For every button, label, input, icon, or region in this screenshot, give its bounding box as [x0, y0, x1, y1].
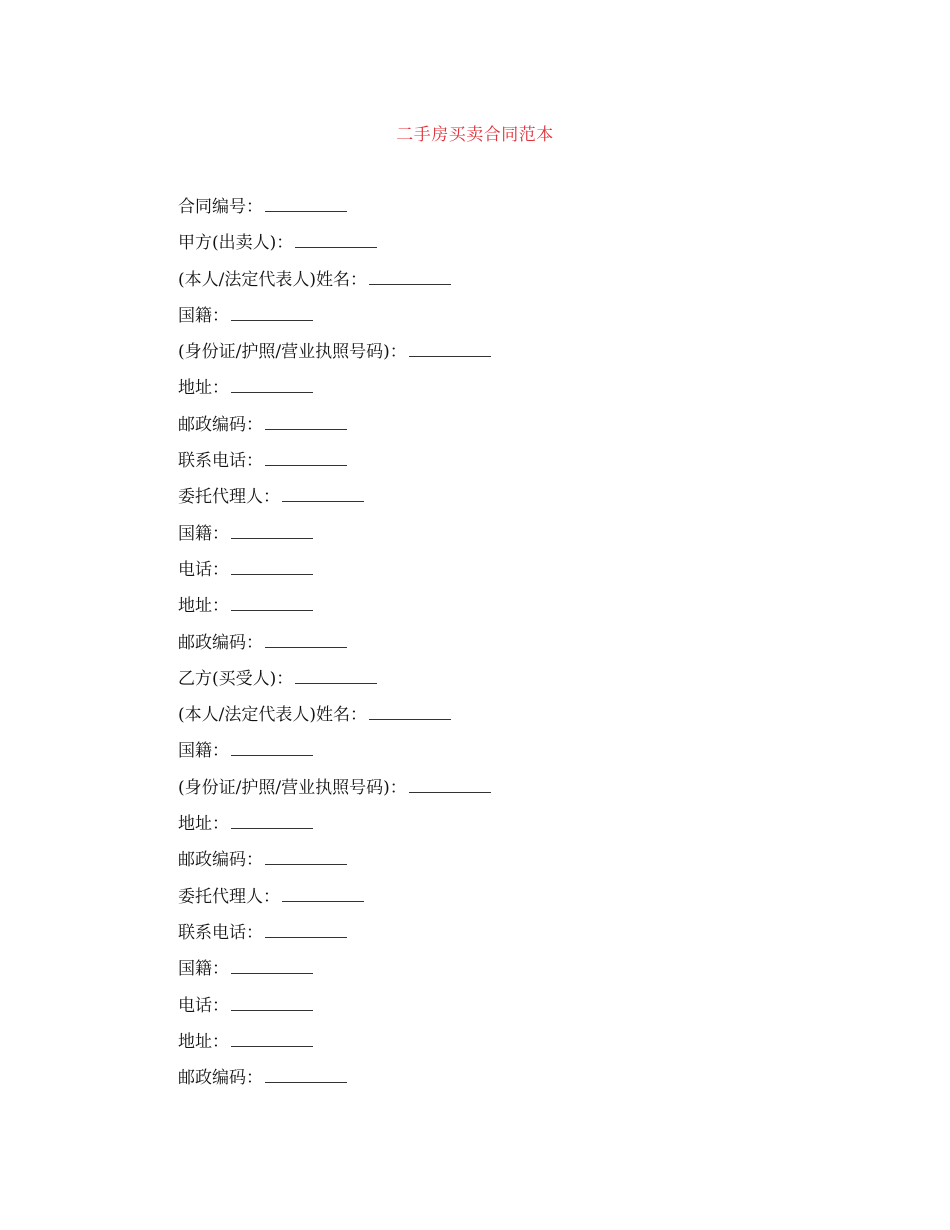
field-label: 国籍： — [178, 959, 229, 980]
field-label: 联系电话： — [178, 922, 263, 943]
field-party-b-phone — [178, 920, 818, 956]
fill-in-blank — [231, 306, 313, 321]
field-label: 委托代理人： — [178, 886, 280, 907]
field-party-b-agent-nationality — [178, 956, 818, 992]
field-label: 合同编号： — [178, 197, 263, 217]
field-party-b-nationality — [178, 738, 818, 774]
field-label: 地址： — [178, 1031, 229, 1052]
field-label: 电话： — [178, 995, 229, 1016]
field-party-a — [178, 230, 818, 266]
field-label: 邮政编码： — [178, 1068, 263, 1089]
fill-in-blank — [282, 887, 364, 902]
fill-in-blank — [231, 959, 313, 974]
field-label: (身份证/护照/营业执照号码)： — [178, 777, 407, 798]
fill-in-blank — [231, 741, 313, 756]
field-label: (身份证/护照/营业执照号码)： — [178, 342, 407, 363]
fill-in-blank — [265, 451, 347, 466]
fill-in-blank — [295, 233, 377, 248]
field-label: 甲方(出卖人)： — [178, 233, 294, 254]
field-party-b-agent-phone — [178, 993, 818, 1029]
field-party-a-name — [178, 267, 818, 303]
field-label: 地址： — [178, 378, 229, 399]
field-label: 邮政编码： — [178, 632, 263, 653]
field-party-a-agent-phone — [178, 557, 818, 593]
fill-in-blank — [231, 996, 313, 1011]
field-party-a-id-number — [178, 339, 818, 375]
fill-in-blank — [231, 814, 313, 829]
fill-in-blank — [265, 850, 347, 865]
field-party-a-agent — [178, 484, 818, 520]
fill-in-blank — [265, 633, 347, 648]
document-title: 二手房买卖合同范本 — [396, 125, 554, 145]
fill-in-blank — [295, 669, 377, 684]
field-party-b-agent-postcode — [178, 1065, 818, 1101]
fill-in-blank — [282, 487, 364, 502]
field-party-b-agent — [178, 884, 818, 920]
fill-in-blank — [231, 524, 313, 539]
field-party-a-phone — [178, 448, 818, 484]
field-party-a-agent-postcode — [178, 630, 818, 666]
fill-in-blank — [265, 923, 347, 938]
field-label: 国籍： — [178, 523, 229, 544]
field-label: 邮政编码： — [178, 850, 263, 871]
field-party-a-nationality — [178, 303, 818, 339]
fill-in-blank — [409, 342, 491, 357]
fill-in-blank — [409, 778, 491, 793]
field-party-b-id-number — [178, 775, 818, 811]
field-label: 委托代理人： — [178, 487, 280, 508]
fill-in-blank — [231, 596, 313, 611]
field-party-a-address — [178, 375, 818, 411]
field-label: 邮政编码： — [178, 414, 263, 435]
field-party-a-postcode — [178, 412, 818, 448]
contract-party-fields — [178, 194, 818, 1101]
field-party-b-postcode — [178, 847, 818, 883]
fill-in-blank — [369, 705, 451, 720]
field-party-b-agent-address — [178, 1029, 818, 1065]
fill-in-blank — [265, 415, 347, 430]
field-label: 联系电话： — [178, 451, 263, 472]
field-party-b-name — [178, 702, 818, 738]
fill-in-blank — [231, 1032, 313, 1047]
fill-in-blank — [369, 270, 451, 285]
fill-in-blank — [231, 560, 313, 575]
field-party-a-agent-nationality — [178, 521, 818, 557]
field-label: 国籍： — [178, 305, 229, 326]
field-label: 地址： — [178, 814, 229, 835]
field-label: 地址： — [178, 596, 229, 617]
field-label: 国籍： — [178, 741, 229, 762]
field-label: (本人/法定代表人)姓名： — [178, 269, 367, 290]
field-contract-number — [178, 194, 818, 230]
field-label: 电话： — [178, 559, 229, 580]
field-label: (本人/法定代表人)姓名： — [178, 705, 367, 726]
field-label: 乙方(买受人)： — [178, 668, 294, 689]
field-party-b — [178, 666, 818, 702]
fill-in-blank — [265, 197, 347, 212]
field-party-b-address — [178, 811, 818, 847]
fill-in-blank — [265, 1068, 347, 1083]
fill-in-blank — [231, 378, 313, 393]
field-party-a-agent-address — [178, 593, 818, 629]
